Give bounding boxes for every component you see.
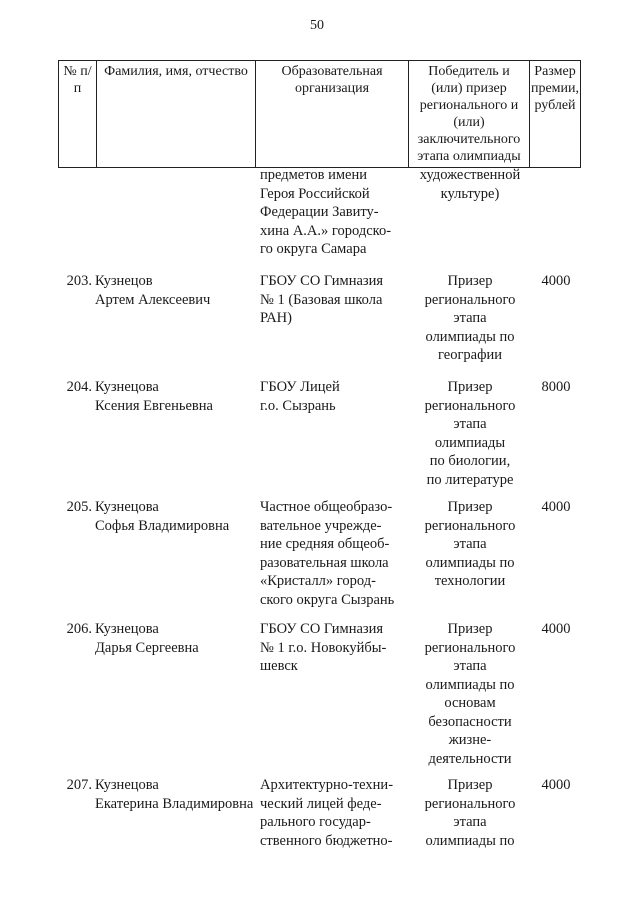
organization-line: вательное учрежде- — [260, 517, 382, 534]
winner-status-line: Призер — [447, 379, 493, 395]
organization — [260, 776, 403, 850]
row-number: 207. — [66, 777, 92, 793]
winner-status-line: этапа — [453, 416, 487, 432]
winner-status — [410, 498, 530, 591]
header-name: Фамилия, имя, отчество — [97, 61, 256, 168]
winner-status-line: Призер — [447, 621, 493, 637]
organization-line: РАН) — [260, 310, 292, 326]
organization-line: № 1 г.о. Новокуйбы- — [260, 639, 387, 656]
organization-line: Частное общеобразо- — [260, 499, 393, 515]
person-name-line: Кузнецова — [95, 621, 159, 637]
winner-status-line: по литературе — [426, 471, 514, 488]
organization-line: ственного бюджетно- — [260, 832, 393, 849]
winner-status-line: жизне- — [448, 732, 492, 748]
continuation-org-line: Федерации Завиту- — [260, 204, 379, 220]
winner-status-line: географии — [438, 347, 502, 363]
row-number: 205. — [66, 499, 92, 515]
person-name — [95, 378, 255, 415]
person-name — [95, 498, 255, 535]
winner-status — [410, 776, 530, 850]
organization — [260, 498, 403, 609]
continuation-org-line: предметов имени — [260, 167, 368, 183]
winner-status-line: олимпиады по — [425, 328, 515, 345]
winner-status-line: Призер — [447, 777, 493, 793]
person-name-line: Артем Алексеевич — [95, 291, 211, 308]
winner-status-line: регионального — [424, 291, 516, 308]
winner-status-line: технологии — [434, 573, 506, 589]
organization-line: шевск — [260, 658, 298, 674]
person-name-line: Кузнецов — [95, 273, 153, 289]
person-name-line: Кузнецова — [95, 777, 159, 793]
organization-line: ГБОУ СО Гимназия — [260, 273, 384, 289]
continuation-organization — [260, 166, 403, 259]
continuation-org-line: хина А.А.» городско- — [260, 222, 392, 239]
person-name-line: Кузнецова — [95, 379, 159, 395]
continuation-winner-line: художественной — [419, 167, 521, 183]
person-name-line: Дарья Сергеевна — [95, 639, 199, 656]
prize-amount: 8000 — [541, 379, 571, 395]
table-header — [58, 60, 581, 168]
winner-status-line: основам — [444, 695, 496, 711]
row-number: 204. — [66, 379, 92, 395]
winner-status-line: регионального — [424, 639, 516, 656]
header-number: № п/п — [59, 61, 97, 168]
winner-status-line: этапа — [453, 536, 487, 552]
continuation-org-line: го округа Самара — [260, 241, 367, 257]
winner-status-line: этапа — [453, 814, 487, 830]
winner-status-line: олимпиады по — [425, 832, 515, 849]
organization-line: разовательная школа — [260, 554, 389, 571]
organization — [260, 272, 403, 328]
winner-status-line: по биологии, — [429, 453, 511, 469]
winner-status-line: регионального — [424, 517, 516, 534]
row-number: 203. — [66, 273, 92, 289]
page-number: 50 — [310, 18, 324, 33]
winner-status — [410, 378, 530, 489]
winner-status-line: этапа — [453, 310, 487, 326]
person-name — [95, 272, 255, 309]
winner-status-line: олимпиады по — [425, 676, 515, 693]
prize-amount: 4000 — [541, 621, 571, 637]
organization-line: г.о. Сызрань — [260, 397, 336, 414]
winner-status-line: регионального — [424, 397, 516, 414]
organization-line: ГБОУ СО Гимназия — [260, 621, 384, 637]
winner-status-line: олимпиады по — [425, 554, 515, 571]
prize-amount: 4000 — [541, 499, 571, 515]
organization — [260, 620, 403, 676]
organization-line: № 1 (Базовая школа — [260, 291, 383, 308]
organization-line: «Кристалл» город- — [260, 573, 376, 589]
person-name — [95, 776, 255, 813]
organization — [260, 378, 403, 415]
winner-status-line: этапа — [453, 658, 487, 674]
person-name-line: Кузнецова — [95, 499, 159, 515]
person-name-line: Ксения Евгеньевна — [95, 397, 213, 414]
continuation-winner-line: культуре) — [440, 185, 500, 202]
winner-status — [410, 620, 530, 768]
organization-line: рального государ- — [260, 814, 371, 830]
continuation-winner — [410, 166, 530, 203]
organization-line: ГБОУ Лицей — [260, 379, 340, 395]
winner-status-line: олимпиады — [434, 434, 506, 451]
person-name-line: Екатерина Владимировна — [95, 795, 254, 812]
prize-amount: 4000 — [541, 777, 571, 793]
organization-line: ческий лицей феде- — [260, 795, 382, 812]
row-number: 206. — [66, 621, 92, 637]
winner-status-line: регионального — [424, 795, 516, 812]
winner-status-line: Призер — [447, 273, 493, 289]
header-winner: Победитель и (или) призер регионального и (или) заключительного этапа олимпиады — [409, 61, 530, 168]
winner-status-line: Призер — [447, 499, 493, 515]
winner-status — [410, 272, 530, 365]
header-prize: Размер премии, рублей — [530, 61, 581, 168]
person-name — [95, 620, 255, 657]
winner-status-line: безопасности — [428, 713, 512, 730]
header-organization: Образовательная организация — [256, 61, 409, 168]
organization-line: ского округа Сызрань — [260, 591, 395, 608]
person-name-line: Софья Владимировна — [95, 517, 230, 534]
prize-amount: 4000 — [541, 273, 571, 289]
winner-status-line: деятельности — [428, 750, 512, 767]
continuation-org-line: Героя Российской — [260, 185, 370, 202]
organization-line: ние средняя общеоб- — [260, 536, 390, 552]
organization-line: Архитектурно-техни- — [260, 777, 394, 793]
